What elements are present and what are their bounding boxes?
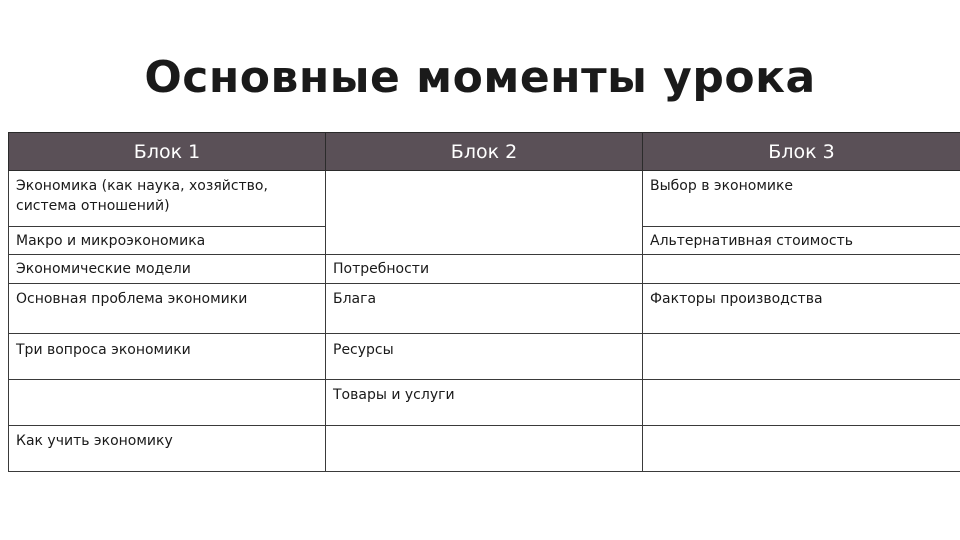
lesson-blocks-table [8,132,960,472]
table-cell: Как учить экономику [9,426,326,472]
header-block-3: Блок 3 [643,133,960,171]
table-cell: Основная проблема экономики [9,284,326,334]
table-cell [643,380,960,426]
table-row [9,227,960,255]
table-cell: Экономические модели [9,255,326,284]
table-cell [643,334,960,380]
table-cell [326,171,643,227]
table-cell: Экономика (как наука, хозяйство, система отношений) [9,171,326,227]
table-cell [326,426,643,472]
table-cell [9,380,326,426]
header-block-1: Блок 1 [9,133,326,171]
table-cell [643,426,960,472]
table-cell: Блага [326,284,643,334]
table-row [9,255,960,284]
table-cell [326,227,643,255]
table-cell: Ресурсы [326,334,643,380]
table-row [9,284,960,334]
table-cell [643,255,960,284]
table-header-row [9,133,960,171]
table-cell: Выбор в экономике [643,171,960,227]
table-cell: Потребности [326,255,643,284]
table-cell: Факторы производства [643,284,960,334]
table-row [9,380,960,426]
slide-title: Основные моменты урока [144,52,816,103]
table-cell: Макро и микроэкономика [9,227,326,255]
table-row [9,426,960,472]
table-row [9,334,960,380]
header-block-2: Блок 2 [326,133,643,171]
table-cell: Товары и услуги [326,380,643,426]
table-row [9,171,960,227]
table-cell: Альтернативная стоимость [643,227,960,255]
table-cell: Три вопроса экономики [9,334,326,380]
